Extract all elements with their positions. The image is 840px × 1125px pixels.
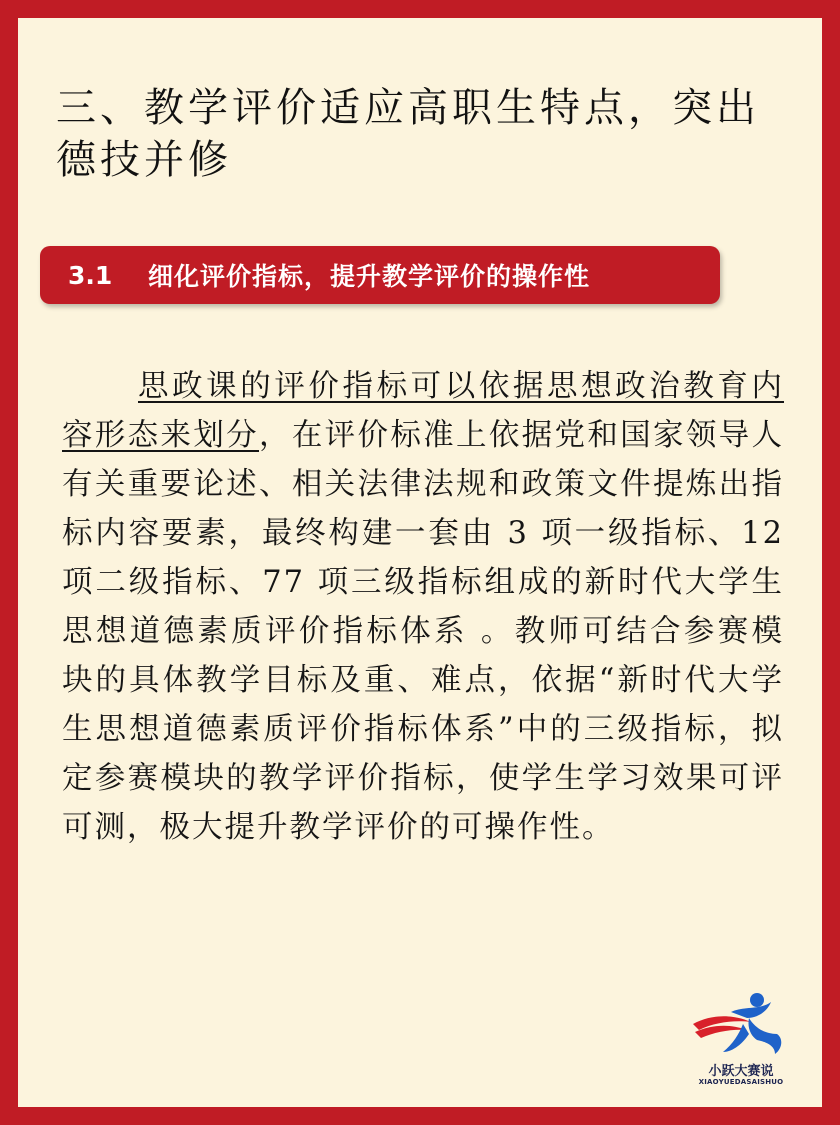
- section-title: 细化评价指标，提升教学评价的操作性: [148, 262, 591, 291]
- section-number: 3.1: [68, 260, 113, 290]
- body-paragraph: [62, 362, 784, 852]
- logo-name-en: XIAOYUEDASAISHUO: [698, 1078, 784, 1086]
- page-heading: 三、教学评价适应高职生特点，突出德技并修: [56, 85, 760, 183]
- running-figure-icon: [691, 988, 791, 1060]
- section-header-bar: [40, 246, 720, 304]
- brand-logo: [686, 988, 796, 1096]
- body-text-rest: ，在评价标准上依据党和国家领导人有关重要论述、相关法律法规和政策文件提炼出指标内容要素，最终构建一套由 3 项一级指标、12项二级指标、77 项三级指标组成的新时代大学生思想道德素质评价指标体系 。教师可结合参赛模块的具体教学目标及重、难点，依据“新时代大学生思想道德素质评价指标体系”中的三级指标，拟定参赛模块的教学评价指标，使学生学习效果可评可测，极大提升教学评价的可操作性。: [62, 418, 784, 845]
- underlined-lead-text: 思政课的评价指标可以依据思想政治教育内容形态来划分: [62, 369, 784, 453]
- logo-name-cn: 小跃大赛说: [708, 1064, 774, 1079]
